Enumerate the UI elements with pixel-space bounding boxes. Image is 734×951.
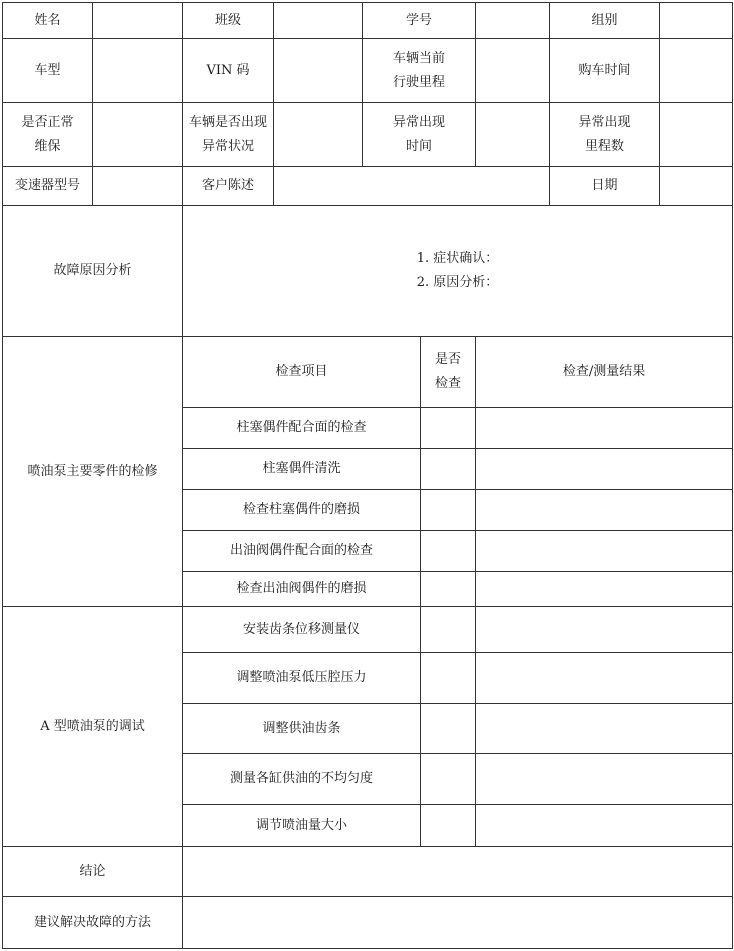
checked-header-line1: 是否 [435, 352, 462, 367]
name-field[interactable] [93, 3, 183, 39]
symptom-confirm-item: 1. 症状确认： [416, 251, 499, 266]
tuning-section-label: A 型喷油泵的调试 [3, 607, 183, 847]
tuning-row-label: 调节喷油量大小 [183, 805, 421, 847]
group-field[interactable] [660, 3, 733, 39]
tuning-row-label: 调整供油齿条 [183, 704, 421, 754]
customer-statement-field[interactable] [274, 167, 550, 206]
abnormal-label [183, 103, 274, 167]
tuning-result-cell[interactable] [476, 754, 733, 805]
group-label: 组别 [550, 3, 660, 39]
abnormal-mileage-label [550, 103, 660, 167]
inspection-item-header: 检查项目 [183, 337, 421, 408]
purchase-field[interactable] [660, 39, 733, 103]
tuning-checked-cell[interactable] [421, 704, 476, 754]
cause-analysis-item: 2. 原因分析： [416, 275, 499, 290]
purchase-label: 购车时间 [550, 39, 660, 103]
checked-header [421, 337, 476, 408]
inspection-row-label: 柱塞偶件配合面的检查 [183, 408, 421, 449]
inspection-checked-cell[interactable] [421, 531, 476, 572]
date-field[interactable] [660, 167, 733, 206]
mileage-field[interactable] [476, 39, 550, 103]
inspection-row-label: 柱塞偶件清洗 [183, 449, 421, 490]
inspection-checked-cell[interactable] [421, 490, 476, 531]
abnormal-time-field[interactable] [476, 103, 550, 167]
maintenance-label-line2: 维保 [34, 138, 61, 154]
vin-field[interactable] [274, 39, 363, 103]
tuning-result-cell[interactable] [476, 653, 733, 704]
maintenance-field[interactable] [93, 103, 183, 167]
tuning-result-cell[interactable] [476, 607, 733, 653]
date-label: 日期 [550, 167, 660, 206]
abnormal-time-label-line1: 异常出现 [393, 114, 446, 130]
tuning-checked-cell[interactable] [421, 607, 476, 653]
student-id-field[interactable] [476, 3, 550, 39]
vin-label: VIN 码 [183, 39, 274, 103]
tuning-result-cell[interactable] [476, 704, 733, 754]
customer-statement-label: 客户陈述 [183, 167, 274, 206]
solution-field[interactable] [183, 897, 733, 949]
inspection-result-cell[interactable] [476, 531, 733, 572]
abnormal-mileage-label-line1: 异常出现 [578, 114, 631, 130]
abnormal-field[interactable] [274, 103, 363, 167]
inspection-result-cell[interactable] [476, 572, 733, 607]
student-id-label: 学号 [363, 3, 476, 39]
checked-header-line2: 检查 [435, 376, 462, 391]
inspection-section-label: 喷油泵主要零件的检修 [3, 337, 183, 607]
tuning-checked-cell[interactable] [421, 653, 476, 704]
abnormal-mileage-label-line2: 里程数 [585, 138, 625, 154]
gearbox-field[interactable] [93, 167, 183, 206]
abnormal-time-label-line2: 时间 [406, 138, 433, 154]
inspection-result-cell[interactable] [476, 490, 733, 531]
mileage-label [363, 39, 476, 103]
mileage-label-line2: 行驶里程 [393, 74, 446, 90]
class-field[interactable] [274, 3, 363, 39]
worksheet-table [2, 2, 733, 949]
abnormal-mileage-field[interactable] [660, 103, 733, 167]
maintenance-label [3, 103, 93, 167]
tuning-checked-cell[interactable] [421, 805, 476, 847]
maintenance-label-line1: 是否正常 [21, 114, 74, 130]
inspection-checked-cell[interactable] [421, 408, 476, 449]
fault-analysis-field[interactable] [183, 206, 733, 337]
abnormal-time-label [363, 103, 476, 167]
gearbox-label: 变速器型号 [3, 167, 93, 206]
tuning-row-label: 安装齿条位移测量仪 [183, 607, 421, 653]
tuning-row-label: 测量各缸供油的不均匀度 [183, 754, 421, 805]
abnormal-label-line2: 异常状况 [201, 138, 254, 154]
inspection-result-cell[interactable] [476, 449, 733, 490]
inspection-row-label: 检查柱塞偶件的磨损 [183, 490, 421, 531]
inspection-result-cell[interactable] [476, 408, 733, 449]
inspection-row-label: 检查出油阀偶件的磨损 [183, 572, 421, 607]
tuning-row-label: 调整喷油泵低压腔压力 [183, 653, 421, 704]
fault-analysis-label: 故障原因分析 [3, 206, 183, 337]
conclusion-label: 结论 [3, 847, 183, 897]
abnormal-label-line1: 车辆是否出现 [188, 114, 267, 130]
inspection-checked-cell[interactable] [421, 572, 476, 607]
conclusion-field[interactable] [183, 847, 733, 897]
solution-label: 建议解决故障的方法 [3, 897, 183, 949]
inspection-row-label: 出油阀偶件配合面的检查 [183, 531, 421, 572]
result-header: 检查/测量结果 [476, 337, 733, 408]
model-field[interactable] [93, 39, 183, 103]
tuning-result-cell[interactable] [476, 805, 733, 847]
mileage-label-line1: 车辆当前 [393, 50, 446, 66]
inspection-checked-cell[interactable] [421, 449, 476, 490]
class-label: 班级 [183, 3, 274, 39]
tuning-checked-cell[interactable] [421, 754, 476, 805]
name-label: 姓名 [3, 3, 93, 39]
model-label: 车型 [3, 39, 93, 103]
